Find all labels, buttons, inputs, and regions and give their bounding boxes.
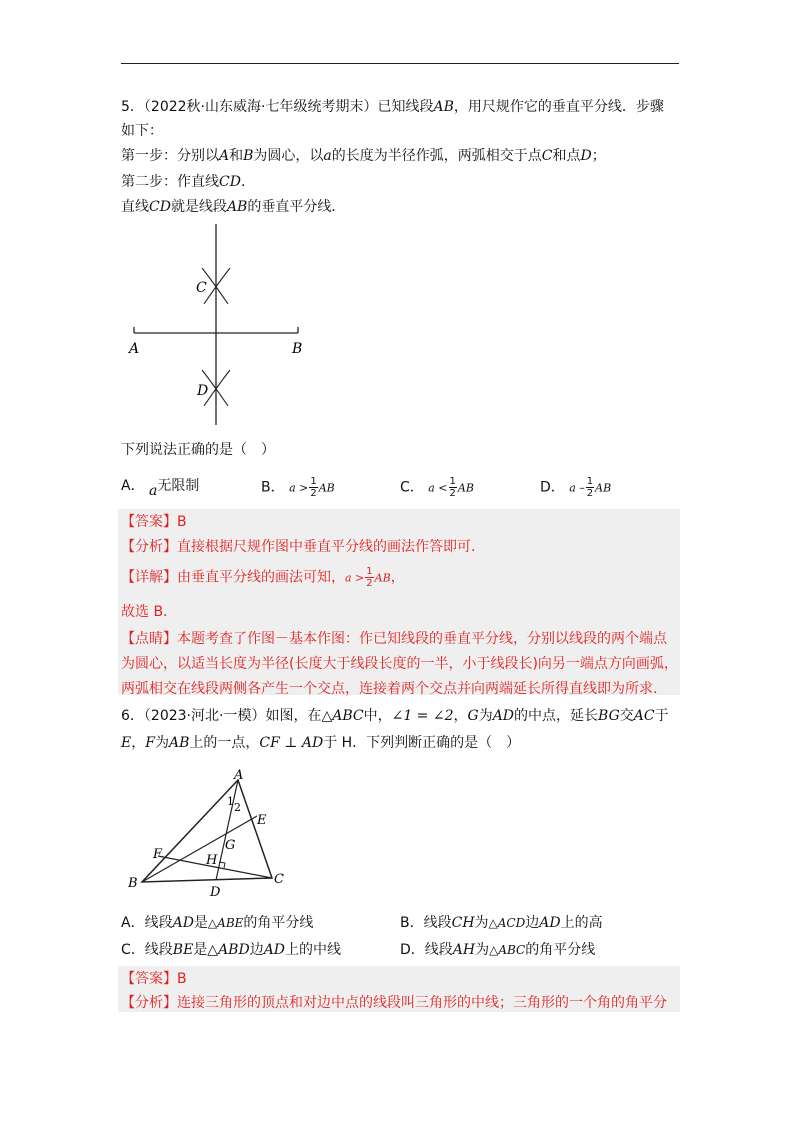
header-rule xyxy=(121,63,679,64)
q6-option-a[interactable]: A．线段AD是△ABE的角平分线 xyxy=(121,915,314,931)
label-c: C xyxy=(274,872,284,887)
q5-analysis: 【分析】直接根据尺规作图中垂直平分线的画法作答即可． xyxy=(121,539,485,555)
q5-option-c[interactable]: C． a < $\frac{1}{2}$ AB xyxy=(400,476,474,499)
question-source: （2022秋·山东威海·七年级统考期末） xyxy=(143,99,378,115)
label-b: B xyxy=(128,876,138,891)
label-angle-2: 2 xyxy=(234,801,241,814)
label-b: B xyxy=(292,341,303,357)
q6-analysis: 【分析】连接三角形的顶点和对边中点的线段叫三角形的中线；三角形的一个角的角平分 xyxy=(121,995,667,1011)
q6-option-b[interactable]: B．线段CH为△ACD边AD上的高 xyxy=(400,915,603,931)
q5-question: 下列说法正确的是（ ） xyxy=(121,442,275,458)
q5-stem-line2: 如下： xyxy=(121,123,163,139)
q5-option-a[interactable]: A． a无限制 xyxy=(121,478,200,499)
perpendicular-bisector-figure xyxy=(120,220,320,430)
q6-option-d[interactable]: D．线段AH为△ABC的角平分线 xyxy=(400,942,596,958)
label-d: D xyxy=(197,383,209,399)
fraction: $\frac{1}{2}$ xyxy=(586,476,594,499)
fraction: $\frac{1}{2}$ xyxy=(310,476,317,499)
label-f: F xyxy=(153,847,163,862)
label-a: A xyxy=(234,768,244,783)
label-d: D xyxy=(210,885,221,900)
q5-option-b[interactable]: B． a > $\frac{1}{2}$ AB xyxy=(261,476,335,499)
q5-stem-line4: 第二步：作直线CD． xyxy=(121,174,255,190)
question-number: 5． xyxy=(121,99,144,115)
q6-option-c[interactable]: C．线段BE是△ABD边AD上的中线 xyxy=(121,942,342,958)
label-a: A xyxy=(129,341,140,357)
q5-detail: 【详解】由垂直平分线的画法可知，a > $\frac{1}{2}$ AB， xyxy=(121,566,405,589)
fraction: $\frac{1}{2}$ xyxy=(449,476,456,499)
q5-choose: 故选 B． xyxy=(121,604,178,620)
question-number: 6． xyxy=(121,708,144,724)
label-angle-1: 1 xyxy=(227,795,234,808)
q5-answer: 【答案】B xyxy=(121,514,187,530)
triangle-figure xyxy=(120,764,300,900)
question-source: （2023·河北·一模） xyxy=(143,708,266,724)
q6-answer: 【答案】B xyxy=(121,971,187,987)
q6-stem-line2: E，F为AB上的一点，CF ⊥ AD于 H．下列判断正确的是（ ） xyxy=(121,735,521,751)
q6-stem-line1: 6．（2023·河北·一模）如图，在△ABC中，∠1 = ∠2，G为AD的中点，延长BG交AC于 xyxy=(121,708,669,724)
fraction: $\frac{1}{2}$ xyxy=(366,566,373,589)
arc-c-2 xyxy=(204,268,230,304)
q5-comment-line2: 为圆心，以适当长度为半径(长度大于线段长度的一半，小于线段长)向另一端点方向画弧， xyxy=(121,656,678,672)
q5-comment-line3: 两弧相交在线段两侧各产生一个交点，连接着两个交点并向两端延长所得直线即为所求． xyxy=(121,681,667,697)
label-g: G xyxy=(225,838,236,853)
q5-option-d[interactable]: D． a – $\frac{1}{2}$ AB xyxy=(540,476,612,499)
label-h: H xyxy=(206,853,218,868)
q5-stem-line5: 直线CD就是线段AB的垂直平分线． xyxy=(121,199,346,215)
q5-stem-line1: 5．（2022秋·山东威海·七年级统考期末）已知线段AB，用尺规作它的垂直平分线．步骤 xyxy=(121,99,664,115)
label-c: C xyxy=(196,280,207,296)
label-e: E xyxy=(257,813,267,828)
q5-stem-line3: 第一步：分别以A和B为圆心，以a的长度为半径作弧，两弧相交于点C和点D； xyxy=(121,148,606,164)
q5-comment-line1: 【点睛】本题考查了作图－基本作图：作已知线段的垂直平分线，分别以线段的两个端点 xyxy=(121,631,667,647)
